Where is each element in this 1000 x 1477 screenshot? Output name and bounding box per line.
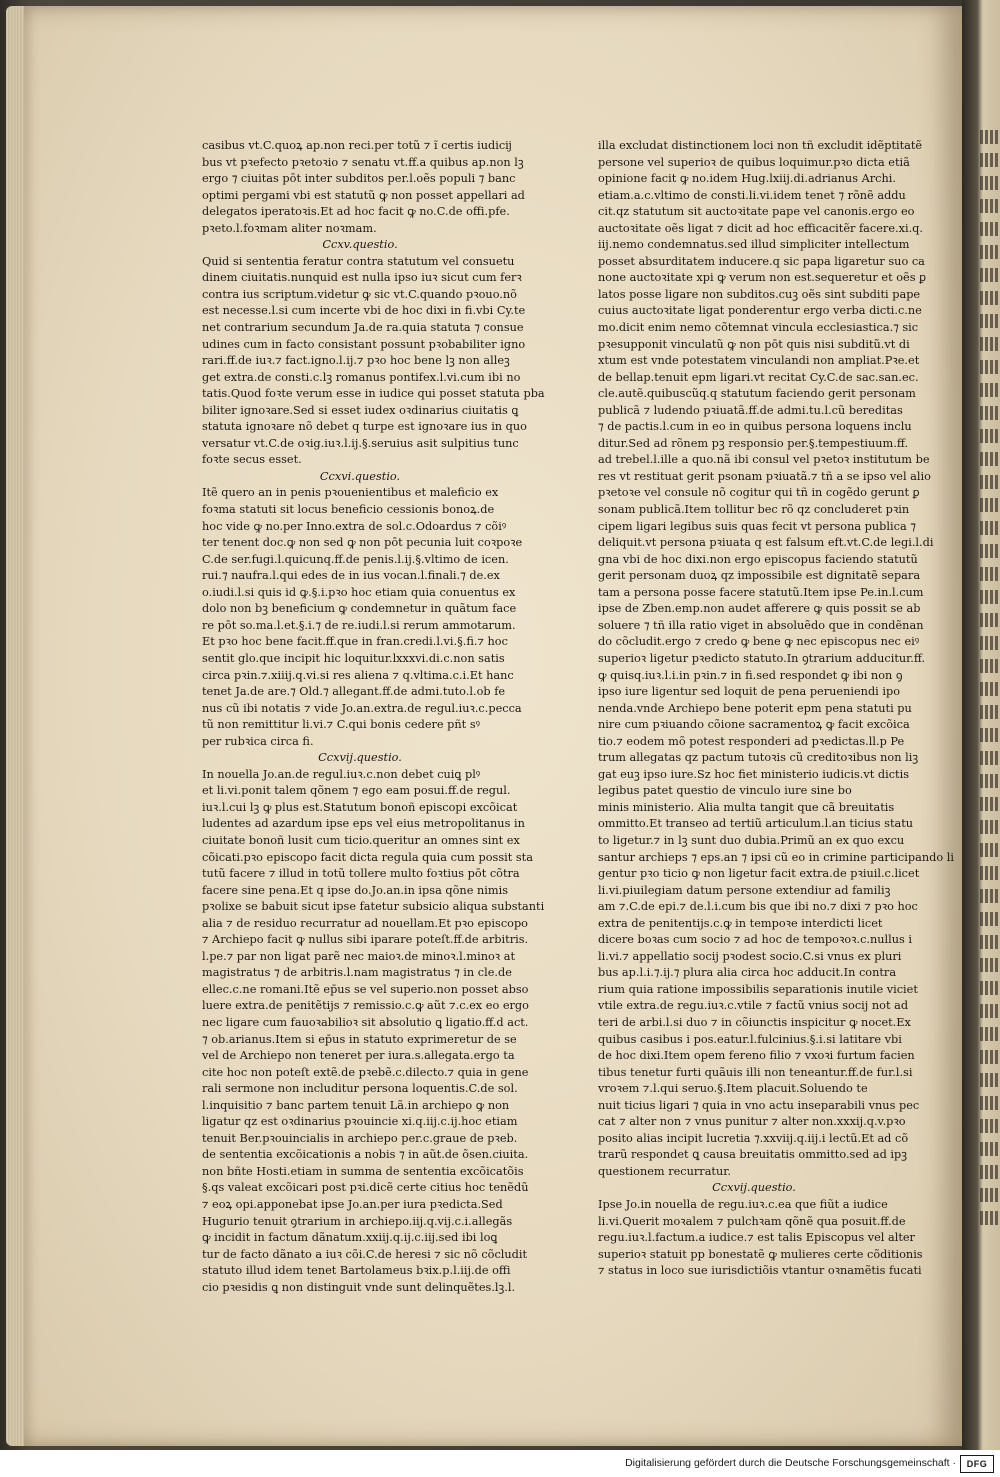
- text-line: bus vt pꝛefecto pꝛetoꝛio ⁊ senatu vt.ff.a quibus ap.non lꝫ: [202, 155, 524, 169]
- text-line: ipso iure ligentur sed loquit de pena perueniendi ipo: [598, 685, 901, 699]
- text-line: tutũ facere ⁊ illud in totũ tollere multo foꝛtius pōt cõtra: [202, 867, 520, 881]
- text-line: ⁊ ob.arianus.Item si ep̄us in statuto exprimeretur de se: [202, 1032, 517, 1046]
- text-line: statuto illud idem tenet Bartolameus bꝛix.p.l.iij.de offi: [202, 1264, 511, 1278]
- text-line: xtum est vnde potestatem vinculandi non ampliat.Pꝛe.et: [598, 354, 920, 368]
- text-line: cle.autẽ.quibuscũq.q statutum faciendo gerit personam: [598, 387, 916, 401]
- facing-page-line: [980, 314, 1000, 328]
- text-line: get extra.de consti.c.lꝫ romanus pontifex.l.vi.cum ibi no: [202, 370, 521, 384]
- text-line: extra de penitentijs.c.ꝙ in tempoꝛe interdicti licet: [598, 916, 883, 930]
- text-line: bus ap.l.i.⁊.ij.⁊ plura alia circa hoc adducit.In contra: [598, 966, 897, 980]
- text-line: minis ministerio. Alia multa tangit que cã breuitatis: [598, 800, 895, 814]
- facing-page-line: [980, 705, 1000, 719]
- text-line: tio.⁊ eodem mõ potest responderi ad pꝛedictas.ll.p Pe: [598, 734, 905, 748]
- question-heading: Ccxv.questio.: [322, 238, 398, 252]
- text-line: ꝙ incidit in factum dãnatum.xxiij.q.ij.c.iij.sed ibi loꝗ: [202, 1231, 498, 1245]
- text-column-right: [598, 138, 954, 1280]
- facing-page-line: [980, 475, 1000, 489]
- text-line: cipem ligari legibus suis quas fecit vt persona publica ⁊: [598, 519, 916, 533]
- facing-page-line: [980, 360, 1000, 374]
- text-line: udines cum in facto consistant possunt pꝛobabiliter igno: [202, 337, 526, 351]
- text-line: foꝛma statuti sit locus beneficio cessionis bonoꝝ.de: [202, 503, 495, 517]
- text-line: ciuitate bonoñ lusit cum ticio.queritur an omnes sint ex: [202, 833, 520, 847]
- text-line: etiam.a.c.vltimo de consti.li.vi.idem tenet ⁊ rõnẽ addu: [598, 188, 906, 202]
- text-line: do cõcludit.ergo ⁊ credo ꝙ bene ꝙ nec episcopus nec eiꝰ: [598, 635, 920, 649]
- facing-page-line: [980, 452, 1000, 466]
- text-line: circa pꝛin.⁊.xiiij.q.vi.si res aliena ⁊ q.vltima.c.i.Et hanc: [202, 668, 514, 682]
- facing-page-line: [980, 636, 1000, 650]
- facing-page-line: [980, 820, 1000, 834]
- paragraph-left-3: [202, 485, 523, 750]
- facing-page-line: [980, 912, 1000, 926]
- text-line: tũ non remittitur li.vi.⁊ C.qui bonis cedere pñt sꝰ: [202, 718, 480, 732]
- text-line: casibus vt.C.quoꝝ ap.non reci.per totũ ⁊ ĩ certis iudicĳ: [202, 139, 512, 152]
- text-line: vtile extra.de regu.iuꝛ.c.vtile ⁊ factũ vnius socij not ad: [598, 999, 909, 1013]
- facing-page-line: [980, 935, 1000, 949]
- facing-page-line: [980, 1073, 1000, 1087]
- question-heading: Ccxvi.questio.: [319, 469, 401, 483]
- text-line: ⁊ status in loco sue iurisdictiõis vtantur oꝛnamẽtis fucati: [598, 1264, 922, 1278]
- facing-page-line: [980, 268, 1000, 282]
- text-line: statuta ignoꝛare nõ debet q turpe est ignoꝛare ius in quo: [202, 420, 527, 434]
- text-line: est necesse.l.si cum incerte vbi de hoc dixi in fi.vbi Cy.te: [202, 304, 526, 318]
- facing-page-line: [980, 1004, 1000, 1018]
- text-line: biliter ignoꝛare.Sed si esset iudex oꝛdinarius ciuitatis ꝗ: [202, 403, 519, 417]
- text-line: nuit ticius ligari ⁊ quia in vno actu inseparabili vnus pec: [598, 1098, 920, 1112]
- facing-page-line: [980, 245, 1000, 259]
- text-line: ipse de Zben.emp.non audet afferere ꝙ quis possit se ab: [598, 602, 921, 616]
- text-line: tenuit Ber.pꝛouincialis in archiepo per.c.graue de pꝛeb.: [202, 1131, 518, 1145]
- text-line: trum allegatas qz pactum tutoꝛis cũ creditoꝛibus non liꝫ: [598, 751, 919, 765]
- text-line: cite hoc non poteſt extẽ.de pꝛebẽ.c.dilecto.⁊ quia in gene: [202, 1065, 529, 1079]
- text-line: ellec.c.ne romani.Itẽ ep̄us se vel superio.non posset abso: [202, 982, 529, 996]
- facing-page-line: [980, 337, 1000, 351]
- text-line: ad trebel.l.ille a quo.nã ibi consul vel pꝛetoꝛ institutum be: [598, 453, 930, 467]
- facing-page-line: [980, 567, 1000, 581]
- facing-page-line: [980, 843, 1000, 857]
- paragraph-left-4: [202, 767, 545, 1297]
- text-line: cio pꝛesidis ꝗ non distinguit vnde sunt delinquẽtes.lꝫ.l.: [202, 1280, 516, 1294]
- text-line: am ⁊.C.de epi.⁊ de.l.i.cum bis que ibi no.⁊ dixi ⁊ pꝛo hoc: [598, 900, 918, 914]
- facing-page-line: [980, 728, 1000, 742]
- paragraph-right-1: [598, 138, 954, 1180]
- question-heading: Ccxvij.questio.: [712, 1181, 796, 1195]
- text-line: ⁊ Archiepo facit ꝙ nullus sibi iparare poteſt.ff.de arbitris.: [202, 933, 529, 947]
- text-line: nec ligare cum fauoꝛabilioꝛ sit absolutio ꝗ ligatio.ff.d act.: [202, 1015, 529, 1029]
- text-line: latos posse ligare non subditos.cuꝫ oẽs sint subditi pape: [598, 287, 921, 301]
- text-line: Ipse Jo.in nouella de regu.iuꝛ.c.ea que fiũt a iudice: [598, 1198, 888, 1211]
- footer-bar: [0, 1450, 1000, 1477]
- text-line: Quid si sententia feratur contra statutum vel consuetu: [202, 254, 515, 268]
- text-line: hoc vide ꝙ no.per Inno.extra de sol.c.Odoardus ⁊ cõiꝰ: [202, 519, 507, 533]
- paragraph-right-2: [598, 1197, 923, 1280]
- facing-page-line: [980, 429, 1000, 443]
- text-line: cuius auctoꝛitate ligat ponderentur ergo verba dicti.c.ne: [598, 304, 922, 318]
- text-line: li.vi.Querit moꝛalem ⁊ pulchꝛam qõnẽ qua posuit.ff.de: [598, 1214, 906, 1228]
- text-line: teri de arbi.l.si duo ⁊ in cõiunctis inspicitur ꝙ nocet.Ex: [598, 1015, 911, 1029]
- text-line: quibus casibus i pos.eatur.l.fulcinius.§.i.si latitare vbi: [598, 1032, 902, 1046]
- dfg-logo: DFG: [960, 1455, 994, 1473]
- facing-page-line: [980, 1211, 1000, 1225]
- text-line: sonam publicã.Item tollitur bec rõ qz concluderet pꝛin: [598, 503, 910, 517]
- facing-page-line: [980, 659, 1000, 673]
- text-line: superioꝛ ligetur pꝛedicto statuto.In ꝯtrarium adducitur.ff.: [598, 651, 926, 665]
- facing-page-line: [980, 751, 1000, 765]
- text-line: illa excludat distinctionem loci non tñ excludit idẽptitatẽ: [598, 139, 923, 152]
- text-line: gat euꝫ ipso iure.Sz hoc fiet ministerio iudicis.vt dictis: [598, 767, 909, 781]
- text-line: tibus tenetur furti quãuis illi non teneantur.ff.de fur.l.si: [598, 1065, 913, 1079]
- facing-page-line: [980, 682, 1000, 696]
- text-line: re pōt so.ma.l.et.§.i.⁊ de re.iudi.l.si rerum ammotarum.: [202, 618, 516, 632]
- text-line: pꝛesupponit vinculatũ ꝙ non pōt quis nisi subditũ.vt di: [598, 337, 910, 351]
- text-line: li.vi.⁊ appellatio socij pꝛodest socio.C.si vnus ex pluri: [598, 949, 902, 963]
- facing-page-line: [980, 383, 1000, 397]
- text-line: opinione facit ꝙ no.idem Hug.lxiij.di.adrianus Archi.: [598, 172, 896, 186]
- facing-page-line: [980, 153, 1000, 167]
- text-line: rali sermone non includitur persona loquentis.C.de sol.: [202, 1082, 518, 1096]
- text-line: pꝛolixe se babuit sicut ipse fatetur subsicio aliqua substanti: [202, 900, 545, 914]
- facing-page-line: [980, 981, 1000, 995]
- text-line: ⁊ eoꝝ opi.apponebat ipse Jo.an.per iura pꝛedicta.Sed: [202, 1198, 503, 1211]
- text-line: gentur pꝛo ticio ꝙ non ligetur facit extra.de pꝛiuil.c.licet: [598, 867, 920, 881]
- text-line: et li.vi.ponit talem qõnem ⁊ ego eam posui.ff.de regul.: [202, 784, 511, 798]
- text-line: posset absurditatem inducere.q sic papa ligaretur suo ca: [598, 254, 925, 268]
- facing-page-line: [980, 544, 1000, 558]
- text-line: alia ⁊ de residuo recurratur ad nouellam.Et pꝛo episcopo: [202, 916, 528, 930]
- text-line: versatur vt.C.de oꝛig.iuꝛ.l.ij.§.seruius asit sulpitius tunc: [202, 436, 519, 450]
- facing-page-line: [980, 498, 1000, 512]
- facing-page-line: [980, 889, 1000, 903]
- text-line: soluere ⁊ tñ illa ratio viget in absoluẽdo que in condẽnan: [598, 618, 924, 632]
- text-line: delegatos iperatoꝛis.Et ad hoc facit ꝙ no.C.de offi.pfe.: [202, 205, 510, 219]
- text-line: C.de ser.fugi.l.quicunq.ff.de penis.l.ij.§.vltimo de icen.: [202, 552, 509, 566]
- text-line: tenet Ja.de are.⁊ Old.⁊ allegant.ff.de admi.tuto.l.ob fe: [202, 685, 506, 699]
- text-line: rari.ff.de iuꝛ.⁊ fact.igno.l.ij.⁊ pꝛo hoc bene lꝫ non alleꝫ: [202, 354, 510, 368]
- text-line: ludentes ad azardum ipse eps vel eius metropolitanus in: [202, 817, 525, 831]
- text-line: none auctoꝛitate xpi ꝙ verum non est.sequeretur et oẽs ꝑ: [598, 271, 927, 285]
- text-line: legibus patet questio de vinculo iure sine bo: [598, 784, 852, 798]
- text-line: contra ius scriptum.videtur ꝙ sic vt.C.quando pꝛouo.nõ: [202, 287, 517, 301]
- text-line: nire cum pꝛiuando cõione sacramentoꝝ ꝙ facit excõica: [598, 718, 910, 732]
- facing-page-line: [980, 176, 1000, 190]
- text-line: dicere boꝛas cum socio ⁊ ad hoc de tempoꝛoꝛ.c.nullus i: [598, 933, 913, 947]
- text-line: ⁊ de pactis.l.cum in eo in quibus persona loquens inclu: [598, 420, 912, 434]
- text-column-left: [202, 138, 545, 1296]
- facing-page-line: [980, 222, 1000, 236]
- text-line: gerit personam duoꝝ qz impossibile est dignitatẽ separa: [598, 569, 921, 583]
- text-line: dolo non bꝫ beneficium ꝙ condemnetur in quãtum face: [202, 602, 517, 616]
- text-line: tur de facto dãnato a iuꝛ cõi.C.de heresi ⁊ sic nõ cõcludit: [202, 1247, 528, 1261]
- text-line: ꝙ quisq.iuꝛ.l.i.in pꝛin.⁊ in fi.sed respondet ꝙ ibi non ꝯ: [598, 668, 903, 682]
- text-line: Et pꝛo hoc bene facit.ff.que in fran.credi.l.vi.§.fi.⁊ hoc: [202, 635, 508, 649]
- text-line: posito alias incipit lucretia ⁊.xxviij.q.iij.i lectũ.Et ad cõ: [598, 1131, 909, 1145]
- facing-page-line: [980, 1096, 1000, 1110]
- text-line: to ligetur.⁊ in lꝫ sunt duo dubia.Primũ an ex quo excu: [598, 833, 905, 847]
- text-line: Itẽ quero an in penis pꝛouenientibus et maleficio ex: [202, 486, 499, 500]
- text-line: sentit glo.que incipit hic loquitur.lxxxvi.di.c.non satis: [202, 651, 505, 665]
- facing-page-line: [980, 797, 1000, 811]
- text-line: de hoc dixi.Item opem fereno filio ⁊ vxoꝛi furtum facien: [598, 1049, 915, 1063]
- text-line: per rubꝛica circa fi.: [202, 734, 314, 748]
- facing-page-line: [980, 1142, 1000, 1156]
- facing-page-line: [980, 1165, 1000, 1179]
- text-line: ligatur qz est oꝛdinarius pꝛouincie xi.q.iij.c.ij.hoc etiam: [202, 1115, 518, 1129]
- facing-page-line: [980, 866, 1000, 880]
- text-line: magistratus ⁊ de arbitris.l.nam magistratus ⁊ in cle.de: [202, 966, 512, 980]
- text-line: persone vel superioꝛ de quibus loquimur.pꝛo dicta etiã: [598, 155, 910, 169]
- text-line: dinem ciuitatis.nunquid est nulla ipso iuꝛ sicut cum ferꝛ: [202, 271, 522, 285]
- text-line: o.iudi.l.si quis id ꝙ.§.i.pꝛo hoc etiam quia conuentus ex: [202, 585, 516, 599]
- text-line: publicã ⁊ ludendo pꝛiuatã.ff.de admi.tu.l.cũ bereditas: [598, 403, 903, 417]
- text-line: li.vi.piuilegiam datum persone extendiur ad familiꝫ: [598, 883, 891, 897]
- text-line: §.qs valeat excõicari post pꝛi.dicẽ certe citius hoc tenẽdũ: [202, 1181, 529, 1195]
- text-line: cit.qz statutum sit auctoꝛitate pape vel canonis.ergo eo: [598, 205, 915, 219]
- text-line: rui.⁊ naufra.l.qui edes de in ius vocan.l.finali.⁊ de.ex: [202, 569, 500, 583]
- text-line: net contrarium secundum Ja.de ra.quia statuta ⁊ consue: [202, 321, 524, 335]
- facing-page-line: [980, 1119, 1000, 1133]
- text-line: rium quia ratione impossibilis separationis inutile viciet: [598, 982, 918, 996]
- text-line: de bellap.tenuit epm ligari.vt recitat Cy.C.de sac.san.ec.: [598, 370, 919, 384]
- text-line: optimi pergami vbi est statutũ ꝙ non posset appellari ad: [202, 188, 525, 202]
- text-line: auctoꝛitate oẽs ligat ⁊ dicit ad hoc efficacitẽr facere.xi.q.: [598, 221, 924, 235]
- text-line: questionem recurratur.: [598, 1164, 731, 1178]
- text-line: tam a persona posse facere statutũ.Item ipse Pe.in.l.cum: [598, 585, 924, 599]
- text-line: tatis.Quod foꝛte verum esse in iudice qui posset statuta pba: [202, 387, 545, 401]
- facing-page-line: [980, 406, 1000, 420]
- facing-page-line: [980, 774, 1000, 788]
- text-line: ter tenent doc.ꝙ non sed ꝙ non pōt pecunia luit coꝛpoꝛe: [202, 536, 523, 550]
- facing-page-line: [980, 1188, 1000, 1202]
- facing-page-line: [980, 521, 1000, 535]
- facing-page-line: [980, 291, 1000, 305]
- text-line: nus cũ ibi notatis ⁊ vide Jo.an.extra.de regul.iuꝛ.c.pecca: [202, 701, 522, 715]
- text-line: l.inquisitio ⁊ banc partem tenuit Lã.in archiepo ꝙ non: [202, 1098, 510, 1112]
- text-line: ergo ⁊ ciuitas pōt inter subditos per.l.oẽs populi ⁊ banc: [202, 172, 516, 186]
- text-line: deliquit.vt persona pꝛiuata q est falsum eft.vt.C.de legi.l.di: [598, 536, 934, 550]
- facing-page-line: [980, 1027, 1000, 1041]
- text-line: non bñte Hosti.etiam in summa de sententia excõicatõis: [202, 1164, 524, 1178]
- text-line: pꝛetoꝛe vel consule nõ cogitur qui tñ in cogẽdo gerunt ꝑ: [598, 486, 920, 500]
- text-line: regu.iuꝛ.l.factum.a iudice.⁊ est talis Episcopus vel alter: [598, 1231, 915, 1245]
- text-line: foꝛte secus esset.: [202, 453, 302, 467]
- text-line: nenda.vnde Archiepo bene poterit epm pena statuti pu: [598, 701, 912, 715]
- text-line: santur archieps ⁊ eps.an ⁊ ipsi cũ eo in crimine participando li: [598, 850, 954, 864]
- question-heading: Ccxvij.questio.: [318, 751, 402, 765]
- text-line: l.pe.⁊ par non ligat parẽ nec maioꝛ.de minoꝛ.l.minoꝛ at: [202, 949, 516, 963]
- text-line: superioꝛ statuit pp bonestatẽ ꝙ mulieres certe cõditionis: [598, 1247, 923, 1261]
- paragraph-left-2: [202, 254, 545, 469]
- text-line: In nouella Jo.an.de regul.iuꝛ.c.non debet cuiꝗ plꝰ: [202, 767, 481, 781]
- text-line: cat ⁊ alter non ⁊ vnus punitur ⁊ alter non.xxxij.q.v.pꝛo: [598, 1115, 906, 1129]
- text-line: facere sine pena.Et q ipse do.Jo.an.in ipsa qõne nimis: [202, 883, 508, 897]
- text-line: trarũ respondet ꝗ causa breuitatis ommitto.sed ad ipꝫ: [598, 1148, 908, 1162]
- text-line: luere extra.de penitẽtijs ⁊ remissio.c.ꝙ aũt ⁊.c.ex eo ergo: [202, 999, 529, 1013]
- text-line: ditur.Sed ad rõnem pꝫ responsio per.§.tempestiuum.ff.: [598, 436, 909, 450]
- text-line: vroꝛem ⁊.l.qui seruo.§.Item placuit.Soluendo te: [598, 1082, 868, 1096]
- paragraph-left-1: [202, 138, 525, 237]
- facing-page-line: [980, 130, 1000, 144]
- text-line: Hugurio tenuit ꝯtrarium in archiepo.iij.q.vij.c.i.allegãs: [202, 1214, 513, 1228]
- text-line: pꝛeto.l.foꝛmam aliter noꝛmam.: [202, 221, 377, 235]
- text-line: gna vbi de hoc dixi.non ergo episcopus faciendo statutũ: [598, 552, 918, 566]
- text-line: cõicati.pꝛo episcopo facit dicta regula quia cum possit sta: [202, 850, 533, 864]
- text-line: iuꝛ.l.cui lꝫ ꝙ plus est.Statutum bonoñ episcopi excõicat: [202, 800, 518, 814]
- text-line: de sententia excõicationis a nobis ⁊ in aũt.de õsen.ciuita.: [202, 1148, 529, 1162]
- funding-credit: Digitalisierung gefördert durch die Deutsche Forschungsgemeinschaft ·: [625, 1457, 956, 1469]
- facing-page-line: [980, 590, 1000, 604]
- text-line: vel de Archiepo non teneret per iura.s.allegata.ergo ta: [202, 1049, 515, 1063]
- text-line: iij.nemo condemnatus.sed illud simpliciter intellectum: [598, 238, 910, 252]
- text-line: res vt restituat gerit psonam pꝛiuatã.⁊ tñ a se ipso vel alio: [598, 469, 931, 483]
- facing-page-line: [980, 613, 1000, 627]
- faint-running-head: [650, 110, 760, 120]
- facing-page-line: [980, 958, 1000, 972]
- facing-page-line: [980, 199, 1000, 213]
- facing-page-edge-text: [980, 130, 1000, 1230]
- text-line: ommitto.Et transeo ad tertiũ articulum.l.an ticius statu: [598, 817, 914, 831]
- text-line: mo.dicit enim nemo cõtemnat vincula ecclesiastica.⁊ sic: [598, 321, 919, 335]
- facing-page-line: [980, 1050, 1000, 1064]
